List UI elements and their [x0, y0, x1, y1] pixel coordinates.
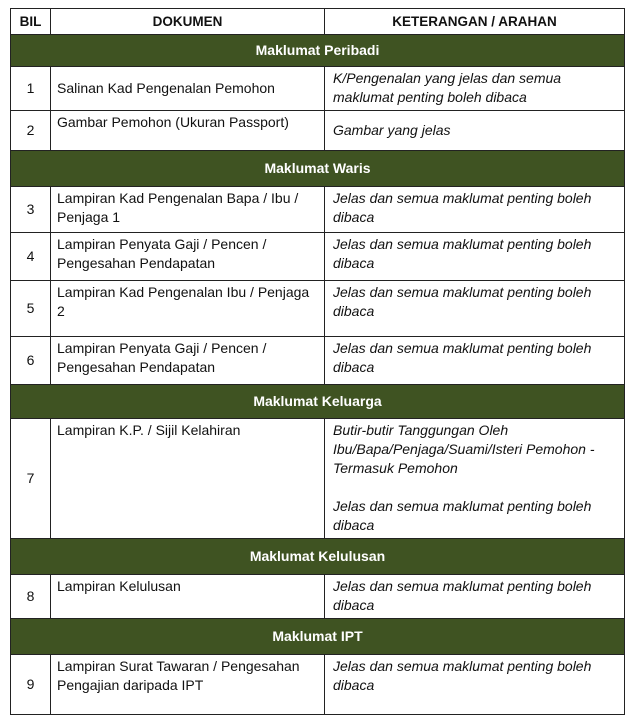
- row-dokumen: Lampiran Kad Pengenalan Ibu / Penjaga 2: [51, 281, 325, 337]
- table-row: [11, 187, 625, 233]
- document-checklist-table: [10, 8, 625, 715]
- table-row: [11, 233, 625, 281]
- table-row: [11, 67, 625, 111]
- table-row: [11, 575, 625, 619]
- section-row: [11, 619, 625, 655]
- row-dokumen: Lampiran Kad Pengenalan Bapa / Ibu / Penjaga 1: [51, 187, 325, 233]
- row-dokumen: Lampiran Surat Tawaran / Pengesahan Pengajian daripada IPT: [51, 655, 325, 715]
- table-header-row: [11, 9, 625, 35]
- header-dokumen: DOKUMEN: [51, 9, 325, 35]
- header-keterangan: KETERANGAN / ARAHAN: [325, 9, 625, 35]
- table-row: [11, 655, 625, 715]
- row-dokumen: Lampiran Kelulusan: [51, 575, 325, 619]
- section-row: [11, 539, 625, 575]
- row-bil: 1: [11, 67, 51, 111]
- row-bil: 8: [11, 575, 51, 619]
- row-keterangan: Gambar yang jelas: [325, 111, 625, 151]
- row-bil: 5: [11, 281, 51, 337]
- row-bil: 4: [11, 233, 51, 281]
- row-keterangan: Jelas dan semua maklumat penting boleh dibaca: [325, 655, 625, 715]
- section-title: Maklumat Kelulusan: [11, 539, 625, 575]
- row-keterangan: Jelas dan semua maklumat penting boleh dibaca: [325, 575, 625, 619]
- row-keterangan-2: Jelas dan semua maklumat penting boleh dibaca: [333, 498, 592, 533]
- row-keterangan-cell: [325, 419, 625, 539]
- table-row: [11, 337, 625, 385]
- section-row: [11, 151, 625, 187]
- row-dokumen: Lampiran K.P. / Sijil Kelahiran: [51, 419, 325, 539]
- table-row: [11, 419, 625, 539]
- section-row: [11, 35, 625, 67]
- row-keterangan: K/Pengenalan yang jelas dan semua maklumat penting boleh dibaca: [325, 67, 625, 111]
- row-dokumen: Lampiran Penyata Gaji / Pencen / Pengesahan Pendapatan: [51, 337, 325, 385]
- row-bil: 3: [11, 187, 51, 233]
- row-bil: 2: [11, 111, 51, 151]
- row-dokumen: Gambar Pemohon (Ukuran Passport): [51, 111, 325, 151]
- row-bil: 6: [11, 337, 51, 385]
- section-title: Maklumat Keluarga: [11, 385, 625, 419]
- header-bil: BIL: [11, 9, 51, 35]
- table-row: [11, 111, 625, 151]
- section-title: Maklumat Peribadi: [11, 35, 625, 67]
- row-dokumen: Salinan Kad Pengenalan Pemohon: [51, 67, 325, 111]
- section-title: Maklumat Waris: [11, 151, 625, 187]
- row-bil: 7: [11, 419, 51, 539]
- row-keterangan: Jelas dan semua maklumat penting boleh dibaca: [325, 281, 625, 337]
- row-keterangan: Jelas dan semua maklumat penting boleh dibaca: [325, 337, 625, 385]
- section-row: [11, 385, 625, 419]
- row-dokumen: Lampiran Penyata Gaji / Pencen / Pengesahan Pendapatan: [51, 233, 325, 281]
- row-keterangan: Jelas dan semua maklumat penting boleh dibaca: [325, 187, 625, 233]
- row-keterangan: Jelas dan semua maklumat penting boleh dibaca: [325, 233, 625, 281]
- row-keterangan: Butir-butir Tanggungan Oleh Ibu/Bapa/Penjaga/Suami/Isteri Pemohon - Termasuk Pemohon: [333, 422, 595, 476]
- table-row: [11, 281, 625, 337]
- row-bil: 9: [11, 655, 51, 715]
- section-title: Maklumat IPT: [11, 619, 625, 655]
